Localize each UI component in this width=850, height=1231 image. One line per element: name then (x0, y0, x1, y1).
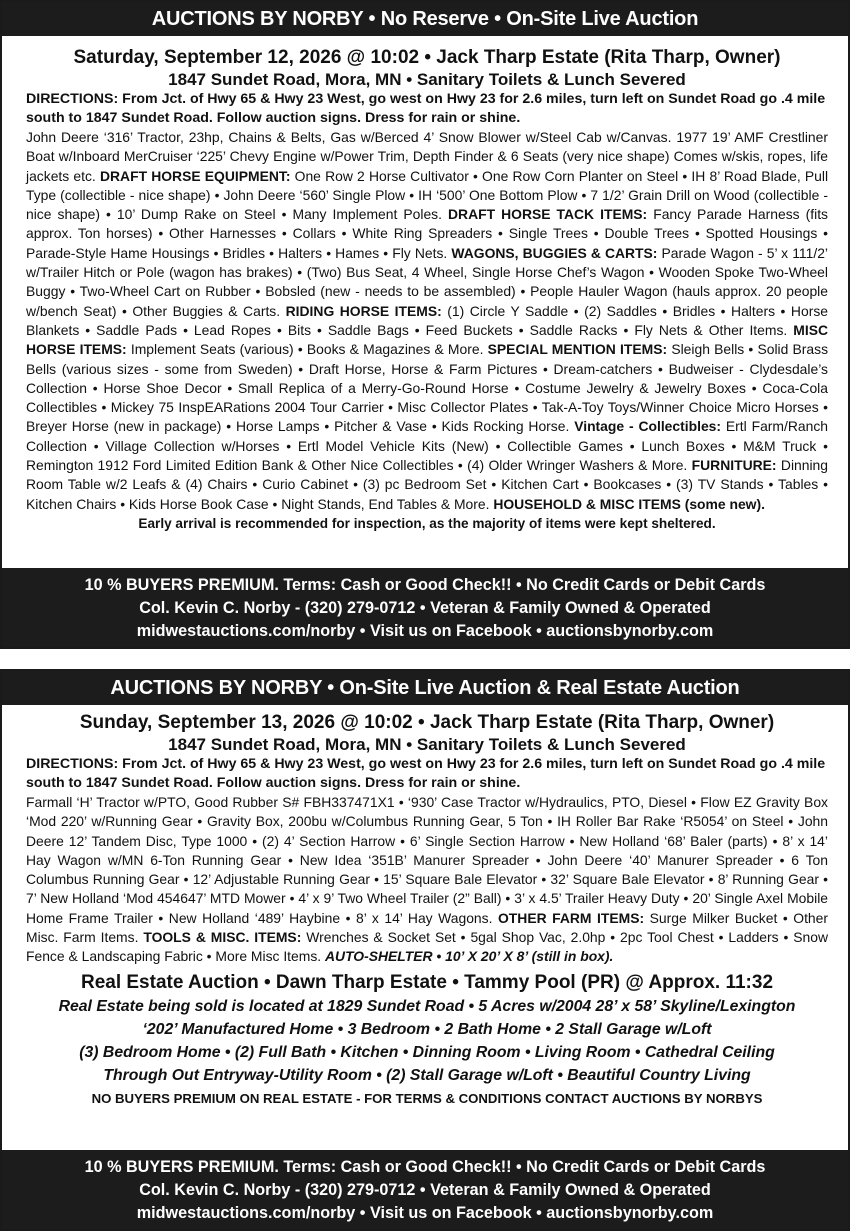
ad1-p7: Sleigh Bells • Solid Brass Bells (various sizes - some from Sweden) • Draft Horse, Horse & Farm Pictures • Dream-catchers • Budweiser - Clydesdale’s Collection • Horse Shoe Decor • Small Replica of a Merry-Go-Round Horse • Costume Jewelry & Jewelry Boxes • Coca-Cola Collectibles • Mickey 75 InspEARations 2004 Tour Carrier • Misc Collector Plates • Tak-A-Toy Toys/Winner Choice Micro Horses • Breyer Horse (new in package) • Horse Lamps • Pitcher & Vase • Kids Rocking Horse. (26, 341, 829, 435)
ad2-footer-websites: midwestauctions.com/norby • Visit us on Facebook • auctionsbynorby.com (136, 1204, 714, 1222)
ad1-directions: DIRECTIONS: From Jct. of Hwy 65 & Hwy 23 West, go west on Hwy 23 for 2.6 miles, turn left on Sundet Road go .4 mile south to 1847 Sundet Road. Follow auction signs. Dress for rain or shine. (26, 91, 826, 126)
ad2-p2: Surge Milker Bucket • Other Misc. Farm Items. (26, 909, 828, 946)
ad1-heading-furniture: FURNITURE: (691, 457, 777, 474)
ad2-real-estate-line-3: (3) Bedroom Home • (2) Full Bath • Kitchen • Dinning Room • Living Room • Cathedral Ceiling (79, 1043, 775, 1061)
ad2-real-estate-line-4: Through Out Entryway-Utility Room • (2) Stall Garage w/Loft • Beautiful Country Living (103, 1066, 751, 1084)
ad2-real-estate-title: Real Estate Auction • Dawn Tharp Estate • Tammy Pool (PR) @ Approx. 11:32 (80, 971, 774, 993)
ad1-heading-misc-horse: MISC HORSE ITEMS: (26, 321, 829, 358)
ad2-real-estate-line-2: ‘202’ Manufactured Home • 3 Bedroom • 2 Bath Home • 2 Stall Garage w/Loft (142, 1020, 712, 1038)
ad1-footer (2, 568, 848, 647)
ad1-heading-special: SPECIAL MENTION ITEMS: (487, 341, 668, 358)
ad1-footer-contact: Col. Kevin C. Norby - (320) 279-0712 • Veteran & Family Owned & Operated (139, 599, 711, 617)
ad2-p1: Farmall ‘H’ Tractor w/PTO, Good Rubber S# FBH337471X1 • ‘930’ Case Tractor w/Hydraulics, PTO, Diesel • Flow EZ Gravity Box ‘Mod 220’ w/Running Gear • Gravity Box, 200bu w/Columbus Running Gear, 5 Ton • IH Roller Bar Rake ‘R5054’ on Steel • John Deere 12’ Tandem Disc, Type 1000 • (2) 4’ Section Harrow • 6’ Single Section Harrow • New Holland ‘68’ Baler (parts) • 8’ x 14’ Hay Wagon w/MN 6-Ton Running Gear • New Idea ‘351B’ Manurer Spreader • John Deere ‘40’ Manurer Spreader • 6 Ton Columbus Running Gear • 12’ Adjustable Running Gear • 15’ Square Bale Elevator • 32’ Square Bale Elevator • 8’ Running Gear • 7’ New Holland ‘Mod 454647’ MTD Mower • 4’ x 9’ Two Wheel Trailer (2” Ball) • 3’ x 4.5’ Trailer Heavy Duty • 20’ Single Axel Mobile Home Frame Trailer • New Holland ‘489’ Haybine • 8’ x 14’ Hay Wagons. (26, 794, 828, 926)
ad1-heading-riding: RIDING HORSE ITEMS: (285, 302, 442, 319)
ad2-banner: AUCTIONS BY NORBY • On-Site Live Auction & Real Estate Auction (2, 671, 848, 705)
ad2-footer-contact: Col. Kevin C. Norby - (320) 279-0712 • Veteran & Family Owned & Operated (139, 1181, 711, 1199)
ad2-heading-other-farm: OTHER FARM ITEMS: (498, 909, 645, 926)
ad2-headline: Sunday, September 13, 2026 @ 10:02 • Jack Tharp Estate (Rita Tharp, Owner) (79, 712, 775, 733)
ad2-footer (2, 1150, 848, 1229)
ad1-heading-draft-equipment: DRAFT HORSE EQUIPMENT: (99, 167, 291, 184)
ad1-headline: Saturday, September 12, 2026 @ 10:02 • Jack Tharp Estate (Rita Tharp, Owner) (73, 47, 781, 68)
ad1-heading-wagons: WAGONS, BUGGIES & CARTS: (451, 244, 658, 261)
ad1-footer-websites: midwestauctions.com/norby • Visit us on Facebook • auctionsbynorby.com (136, 622, 714, 640)
ad2-directions: DIRECTIONS: From Jct. of Hwy 65 & Hwy 23 West, go west on Hwy 23 for 2.6 miles, turn left on Sundet Road go .4 mile south to 1847 Sundet Road. Follow auction signs. Dress for rain or shine. (26, 756, 826, 791)
ad1-heading-vintage: Vintage - Collectibles: (574, 418, 722, 435)
ad2-footer-terms: 10 % BUYERS PREMIUM. Terms: Cash or Good Check!! • No Credit Cards or Debit Cards (84, 1158, 766, 1176)
ad1-content (2, 46, 848, 534)
auction-ad-sunday (0, 669, 850, 1231)
ad1-heading-tack: DRAFT HORSE TACK ITEMS: (448, 206, 648, 223)
ad1-p5: (1) Circle Y Saddle • (2) Saddles • Bridles • Halters • Horse Blankets • Saddle Pads • Lead Ropes • Bits • Saddle Bags • Feed Buckets • Saddle Racks • Fly Nets & Other Items. (26, 302, 828, 338)
ad1-footer-terms: 10 % BUYERS PREMIUM. Terms: Cash or Good Check!! • No Credit Cards or Debit Cards (84, 576, 766, 594)
ad2-auto-shelter: AUTO-SHELTER • 10’ X 20’ X 8’ (still in box). (325, 948, 614, 965)
ad2-heading-tools: TOOLS & MISC. ITEMS: (143, 929, 302, 946)
ad1-item-listing (26, 128, 828, 514)
ad2-content (2, 711, 848, 1109)
ad2-real-estate-note: NO BUYERS PREMIUM ON REAL ESTATE - FOR TERMS & CONDITIONS CONTACT AUCTIONS BY NORBYS (91, 1090, 763, 1106)
ad1-p1: John Deere ‘316’ Tractor, 23hp, Chains & Belts, Gas w/Berced 4’ Snow Blower w/Steel Cab w/Canvas. 1977 19’ AMF Crestliner Boat w/Inboard MerCruiser ‘225’ Chevy Engine w/Power Trim, Depth Finder & 6 Seats (very nice shape) Comes w/skis, ropes, life jackets etc. (26, 129, 828, 184)
ad2-p3: Wrenches & Socket Set • 5gal Shop Vac, 2.0hp • 2pc Tool Chest • Ladders • Snow Fence & Landscaping Fabric • More Misc Items. (26, 929, 829, 965)
ad1-p8: Ertl Farm/Ranch Collection • Village Collection w/Horses • Ertl Model Vehicle Kits (New) • Collectible Games • Lunch Boxes • M&M Truck • Remington 1912 Ford Limited Edition Bank & Other Nice Collectibles • (4) Older Wringer Washers & More. (26, 418, 829, 474)
ad2-address: 1847 Sundet Road, Mora, MN • Sanitary Toilets & Lunch Severed (168, 735, 686, 754)
ad1-p9: Dinning Room Table w/2 Leafs & (4) Chairs • Curio Cabinet • (3) pc Bedroom Set • Kitchen Cart • Bookcases • (3) TV Stands • Tables • Kitchen Chairs • Kids Horse Book Case • Night Stands, End Tables & More. (26, 457, 829, 512)
ad1-p6: Implement Seats (various) • Books & Magazines & More. (130, 341, 484, 358)
ad1-banner: AUCTIONS BY NORBY • No Reserve • On-Site Live Auction (2, 2, 848, 36)
ad1-p3: Fancy Parade Harness (fits approx. Ton horses) • Other Harnesses • Collars • White Ring Spreaders • Single Trees • Double Trees • Spotted Housings • Parade-Style Hame Housings • Bridles • Halters • Hames • Fly Nets. (26, 206, 828, 261)
ad2-item-listing (26, 793, 828, 967)
ad1-p4: Parade Wagon - 5’ x 111/2’ w/Trailer Hitch or Pole (wagon has brakes) • (Two) Bus Seat, 4 Wheel, Single Horse Chef’s Wagon • Wooden Spoke Two-Wheel Buggy • Two-Wheel Cart on Rubber • Bobsled (new - needs to be assembled) • People Hauler Wagon (hauls approx. 20 people w/bench Seat) • Other Buggies & Carts. (26, 244, 829, 319)
ad2-real-estate-line-1: Real Estate being sold is located at 1829 Sundet Road • 5 Acres w/2004 28’ x 58’ Skyline/Lexington (58, 997, 796, 1015)
ad1-address: 1847 Sundet Road, Mora, MN • Sanitary Toilets & Lunch Severed (168, 70, 686, 89)
ad1-closing-note: Early arrival is recommended for inspection, as the majority of items were kept sheltered. (138, 515, 716, 531)
ad1-p2: One Row 2 Horse Cultivator • One Row Corn Planter on Steel • IH 8’ Road Blade, Pull Type (collectible - nice shape) • John Deere ‘560’ Single Plow • IH ‘500’ One Bottom Plow • 7 1/2’ Grain Drill on Wood (collectible - nice shape) • 10’ Dump Rake on Steel • Many Implement Poles. (26, 167, 829, 223)
ad1-heading-household: HOUSEHOLD & MISC ITEMS (some new). (493, 495, 765, 512)
